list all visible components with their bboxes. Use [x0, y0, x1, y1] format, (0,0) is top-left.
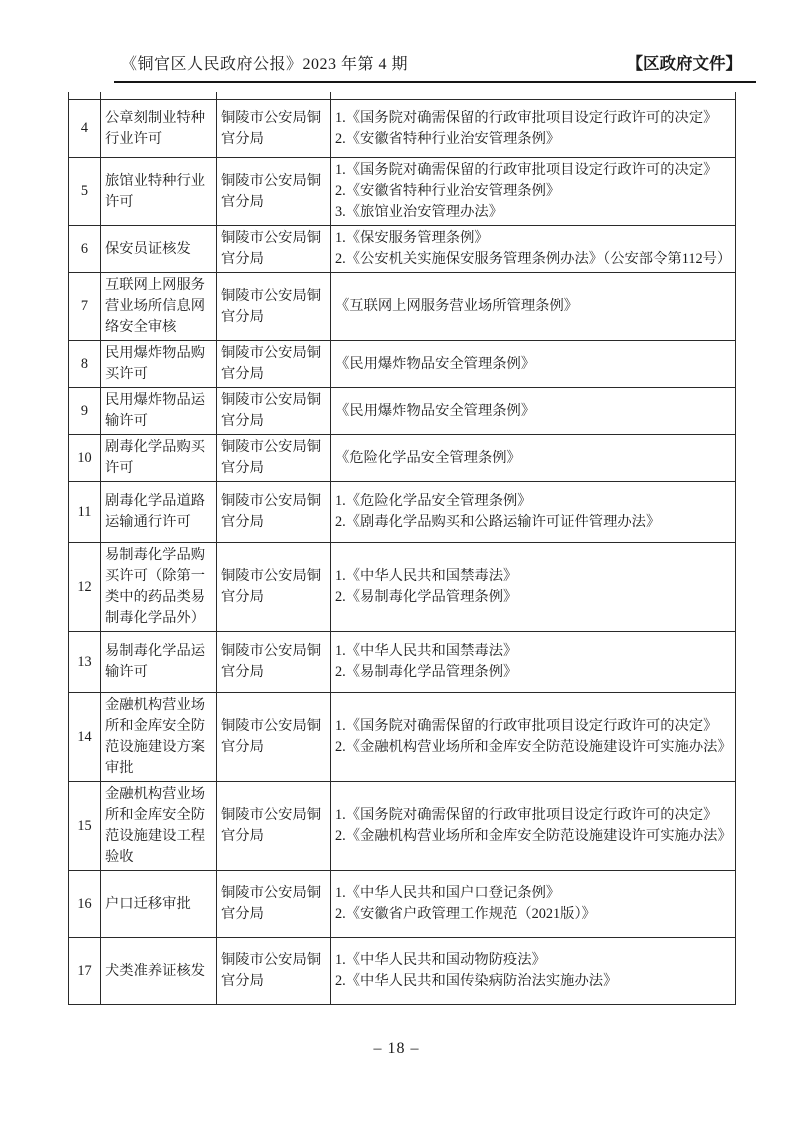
- row-number-cell: 5: [69, 158, 101, 226]
- item-name-cell: 公章刻制业特种行业许可: [101, 100, 217, 158]
- agency-cell: 铜陵市公安局铜官分局: [217, 543, 331, 632]
- legal-basis-item: 1.《中华人民共和国禁毒法》: [335, 643, 518, 659]
- legal-basis-item: 1.《国务院对确需保留的行政审批项目设定行政许可的决定》: [335, 718, 718, 734]
- agency-cell: 铜陵市公安局铜官分局: [217, 782, 331, 871]
- agency-cell: 铜陵市公安局铜官分局: [217, 435, 331, 482]
- table-row: [69, 388, 736, 435]
- legal-basis-item: 1.《中华人民共和国动物防疫法》: [335, 952, 546, 968]
- legal-basis-item: 2.《易制毒化学品管理条例》: [335, 664, 518, 680]
- legal-basis-cell: [331, 482, 736, 543]
- legal-basis-item: 2.《易制毒化学品管理条例》: [335, 589, 518, 605]
- table-row: [69, 341, 736, 388]
- legal-basis-item: 2.《安徽省特种行业治安管理条例》: [335, 183, 561, 199]
- page-header: [114, 50, 756, 83]
- legal-basis-cell: [331, 388, 736, 435]
- legal-basis-cell: [331, 543, 736, 632]
- legal-basis-cell: [331, 435, 736, 482]
- legal-basis-cell: [331, 693, 736, 782]
- legal-basis-item: 2.《安徽省户政管理工作规范（2021版）》: [335, 906, 596, 922]
- table-row: [69, 782, 736, 871]
- table-row: [69, 938, 736, 1005]
- row-number-cell: 12: [69, 543, 101, 632]
- row-number-cell: 10: [69, 435, 101, 482]
- table-row: [69, 273, 736, 341]
- legal-basis-item: 2.《剧毒化学品购买和公路运输许可证件管理办法》: [335, 514, 661, 530]
- cutoff-cell: [331, 92, 736, 100]
- legal-basis-item: 3.《旅馆业治安管理办法》: [335, 204, 503, 220]
- item-name-cell: 民用爆炸物品运输许可: [101, 388, 217, 435]
- agency-cell: 铜陵市公安局铜官分局: [217, 938, 331, 1005]
- item-name-cell: 易制毒化学品购买许可（除第一类中的药品类易制毒化学品外）: [101, 543, 217, 632]
- row-number-cell: 13: [69, 632, 101, 693]
- item-name-cell: 旅馆业特种行业许可: [101, 158, 217, 226]
- legal-basis-item: 1.《保安服务管理条例》: [335, 230, 489, 246]
- legal-basis-cell: [331, 938, 736, 1005]
- legal-basis-item: 《危险化学品安全管理条例》: [335, 449, 521, 466]
- cutoff-previous-row: [69, 92, 736, 100]
- legal-basis-item: 1.《国务院对确需保留的行政审批项目设定行政许可的决定》: [335, 807, 718, 823]
- legal-basis-item: 1.《国务院对确需保留的行政审批项目设定行政许可的决定》: [335, 162, 718, 178]
- legal-basis-item: 1.《中华人民共和国户口登记条例》: [335, 885, 561, 901]
- legal-basis-item: 2.《中华人民共和国传染病防治法实施办法》: [335, 973, 618, 989]
- cutoff-cell: [217, 92, 331, 100]
- cutoff-cell: [69, 92, 101, 100]
- legal-basis-item: 2.《金融机构营业场所和金库安全防范设施建设许可实施办法》: [335, 828, 732, 844]
- item-name-cell: 剧毒化学品购买许可: [101, 435, 217, 482]
- legal-basis-item: 《互联网上网服务营业场所管理条例》: [335, 298, 579, 314]
- agency-cell: 铜陵市公安局铜官分局: [217, 632, 331, 693]
- agency-cell: 铜陵市公安局铜官分局: [217, 273, 331, 341]
- table-row: [69, 158, 736, 226]
- row-number-cell: 7: [69, 273, 101, 341]
- row-number-cell: 15: [69, 782, 101, 871]
- legal-basis-cell: [331, 226, 736, 273]
- legal-basis-item: 2.《公安机关实施保安服务管理条例办法》（公安部令第112号）: [335, 251, 732, 267]
- item-name-cell: 互联网上网服务营业场所信息网络安全审核: [101, 273, 217, 341]
- legal-basis-cell: [331, 632, 736, 693]
- cutoff-cell: [101, 92, 217, 100]
- item-name-cell: 金融机构营业场所和金库安全防范设施建设工程验收: [101, 782, 217, 871]
- legal-basis-item: 1.《中华人民共和国禁毒法》: [335, 568, 518, 584]
- legal-basis-cell: [331, 871, 736, 938]
- row-number-cell: 4: [69, 100, 101, 158]
- agency-cell: 铜陵市公安局铜官分局: [217, 341, 331, 388]
- legal-basis-cell: [331, 100, 736, 158]
- legal-basis-item: 《民用爆炸物品安全管理条例》: [335, 355, 536, 372]
- legal-basis-item: 2.《安徽省特种行业治安管理条例》: [335, 130, 561, 147]
- legal-basis-item: 1.《危险化学品安全管理条例》: [335, 493, 532, 509]
- agency-cell: 铜陵市公安局铜官分局: [217, 693, 331, 782]
- table-row: [69, 632, 736, 693]
- agency-cell: 铜陵市公安局铜官分局: [217, 158, 331, 226]
- row-number-cell: 17: [69, 938, 101, 1005]
- row-number-cell: 14: [69, 693, 101, 782]
- row-number-cell: 9: [69, 388, 101, 435]
- item-name-cell: 保安员证核发: [101, 226, 217, 273]
- table-row: [69, 100, 736, 158]
- document-category-label: 【区政府文件】: [626, 54, 742, 73]
- agency-cell: 铜陵市公安局铜官分局: [217, 388, 331, 435]
- row-number-cell: 8: [69, 341, 101, 388]
- agency-cell: 铜陵市公安局铜官分局: [217, 871, 331, 938]
- agency-cell: 铜陵市公安局铜官分局: [217, 482, 331, 543]
- agency-cell: 铜陵市公安局铜官分局: [217, 226, 331, 273]
- legal-basis-cell: [331, 782, 736, 871]
- legal-basis-cell: [331, 158, 736, 226]
- table-row: [69, 693, 736, 782]
- row-number-cell: 6: [69, 226, 101, 273]
- item-name-cell: 金融机构营业场所和金库安全防范设施建设方案审批: [101, 693, 217, 782]
- table-row: [69, 543, 736, 632]
- legal-basis-item: 《民用爆炸物品安全管理条例》: [335, 402, 536, 419]
- item-name-cell: 易制毒化学品运输许可: [101, 632, 217, 693]
- legal-basis-cell: [331, 273, 736, 341]
- legal-basis-item: 2.《金融机构营业场所和金库安全防范设施建设许可实施办法》: [335, 739, 732, 755]
- row-number-cell: 11: [69, 482, 101, 543]
- legal-basis-cell: [331, 341, 736, 388]
- approval-items-table: [68, 92, 736, 1005]
- table-row: [69, 482, 736, 543]
- approval-table-container: [68, 92, 736, 1005]
- item-name-cell: 户口迁移审批: [101, 871, 217, 938]
- table-row: [69, 435, 736, 482]
- item-name-cell: 剧毒化学品道路运输通行许可: [101, 482, 217, 543]
- row-number-cell: 16: [69, 871, 101, 938]
- agency-cell: 铜陵市公安局铜官分局: [217, 100, 331, 158]
- table-row: [69, 226, 736, 273]
- item-name-cell: 犬类准养证核发: [101, 938, 217, 1005]
- page-number: – 18 –: [373, 1040, 420, 1057]
- legal-basis-item: 1.《国务院对确需保留的行政审批项目设定行政许可的决定》: [335, 109, 718, 126]
- item-name-cell: 民用爆炸物品购买许可: [101, 341, 217, 388]
- gazette-title: 《铜官区人民政府公报》2023 年第 4 期: [121, 56, 409, 73]
- table-row: [69, 871, 736, 938]
